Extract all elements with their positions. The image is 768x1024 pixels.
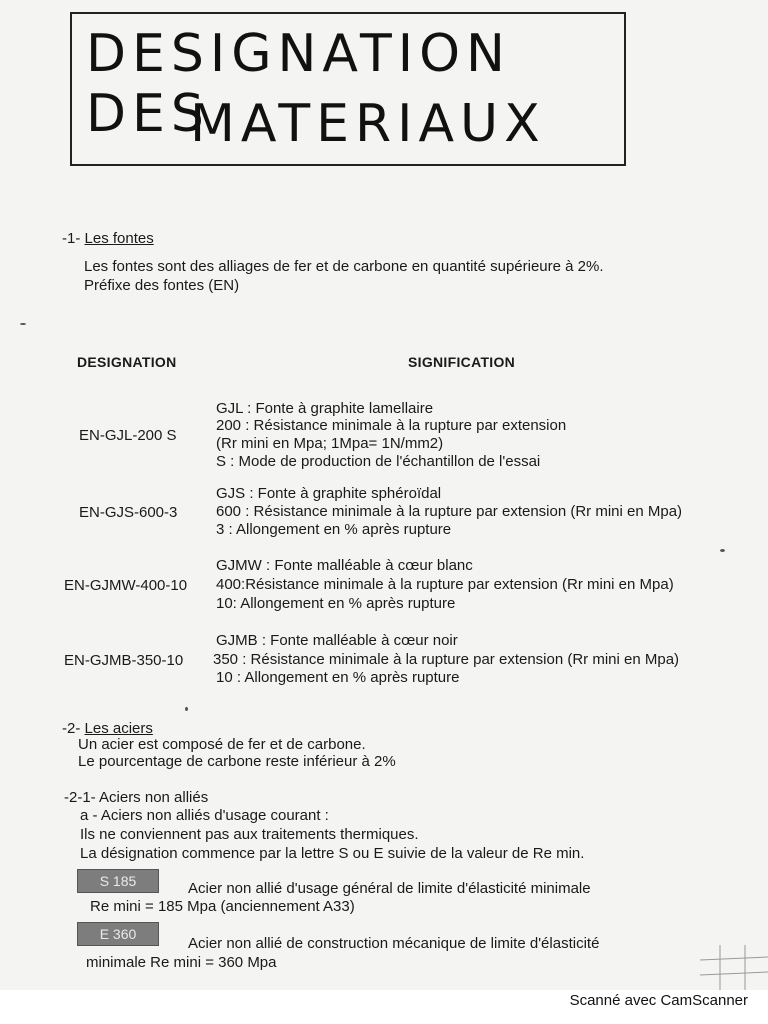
section-1-line-1: Les fontes sont des alliages de fer et de carbone en quantité supérieure à 2%. bbox=[84, 258, 604, 275]
signification-line: GJMB : Fonte malléable à cœur noir bbox=[216, 632, 458, 649]
signification-line: 10: Allongement en % après rupture bbox=[216, 595, 456, 612]
steel-tag-e360: E 360 bbox=[77, 922, 159, 946]
footer-bar bbox=[0, 990, 768, 1024]
section-2-line-2: Le pourcentage de carbone reste inférieur à 2% bbox=[78, 753, 396, 770]
section-1-title: Les fontes bbox=[84, 230, 154, 247]
signification-line: (Rr mini en Mpa; 1Mpa= 1N/mm2) bbox=[216, 435, 444, 452]
signification-line: 350 : Résistance minimale à la rupture par extension (Rr mini en Mpa) bbox=[213, 651, 680, 668]
section-2-1-line-1: Ils ne conviennent pas aux traitements thermiques. bbox=[80, 826, 419, 843]
title-box bbox=[70, 12, 626, 166]
signification-line: 400:Résistance minimale à la rupture par extension (Rr mini en Mpa) bbox=[216, 576, 674, 593]
signification-line: 10 : Allongement en % après rupture bbox=[216, 669, 460, 686]
designation-gjmb: EN-GJMB-350-10 bbox=[64, 652, 184, 669]
section-2-number: -2- bbox=[62, 720, 81, 737]
scan-speck bbox=[185, 707, 188, 711]
title-line-2: MATERIAUX bbox=[190, 94, 546, 154]
grid-fragment-icon bbox=[700, 945, 768, 990]
section-2-heading bbox=[62, 720, 153, 737]
scan-speck bbox=[20, 323, 26, 325]
example-description: Acier non allié de construction mécanique de limite d'élasticité bbox=[188, 935, 600, 952]
designation-gjl: EN-GJL-200 S bbox=[79, 427, 177, 444]
signification-line: S : Mode de production de l'échantillon de l'essai bbox=[216, 453, 541, 470]
section-2-line-1: Un acier est composé de fer et de carbone. bbox=[78, 736, 366, 753]
signification-line: GJS : Fonte à graphite sphéroïdal bbox=[216, 485, 442, 502]
section-1-heading bbox=[62, 230, 154, 247]
example-description: Acier non allié d'usage général de limite d'élasticité minimale bbox=[188, 880, 591, 897]
example-description-2: minimale Re mini = 360 Mpa bbox=[86, 954, 277, 971]
section-2-1-line-2: La désignation commence par la lettre S ou E suivie de la valeur de Re min. bbox=[80, 845, 585, 862]
title-line-1: DESIGNATION DES bbox=[86, 24, 511, 144]
signification-line: 600 : Résistance minimale à la rupture par extension (Rr mini en Mpa) bbox=[216, 503, 683, 520]
signification-line: 200 : Résistance minimale à la rupture par extension bbox=[216, 417, 567, 434]
designation-gjmw: EN-GJMW-400-10 bbox=[64, 577, 188, 594]
section-2-1-heading: -2-1- Aciers non alliés bbox=[64, 789, 209, 806]
section-1-line-2: Préfixe des fontes (EN) bbox=[84, 277, 240, 294]
section-1-number: -1- bbox=[62, 230, 81, 247]
designation-gjs: EN-GJS-600-3 bbox=[79, 504, 178, 521]
signification-line: GJL : Fonte à graphite lamellaire bbox=[216, 400, 434, 417]
column-header-designation: DESIGNATION bbox=[77, 354, 177, 370]
section-2-1-sub-a: a - Aciers non alliés d'usage courant : bbox=[80, 807, 329, 824]
example-description-2: Re mini = 185 Mpa (anciennement A33) bbox=[90, 898, 355, 915]
column-header-signification: SIGNIFICATION bbox=[408, 354, 516, 370]
signification-line: 3 : Allongement en % après rupture bbox=[216, 521, 452, 538]
camscanner-watermark: Scanné avec CamScanner bbox=[569, 992, 748, 1009]
signification-line: GJMW : Fonte malléable à cœur blanc bbox=[216, 557, 473, 574]
scan-speck bbox=[720, 549, 725, 552]
steel-tag-s185: S 185 bbox=[77, 869, 159, 893]
section-2-title: Les aciers bbox=[84, 720, 153, 737]
